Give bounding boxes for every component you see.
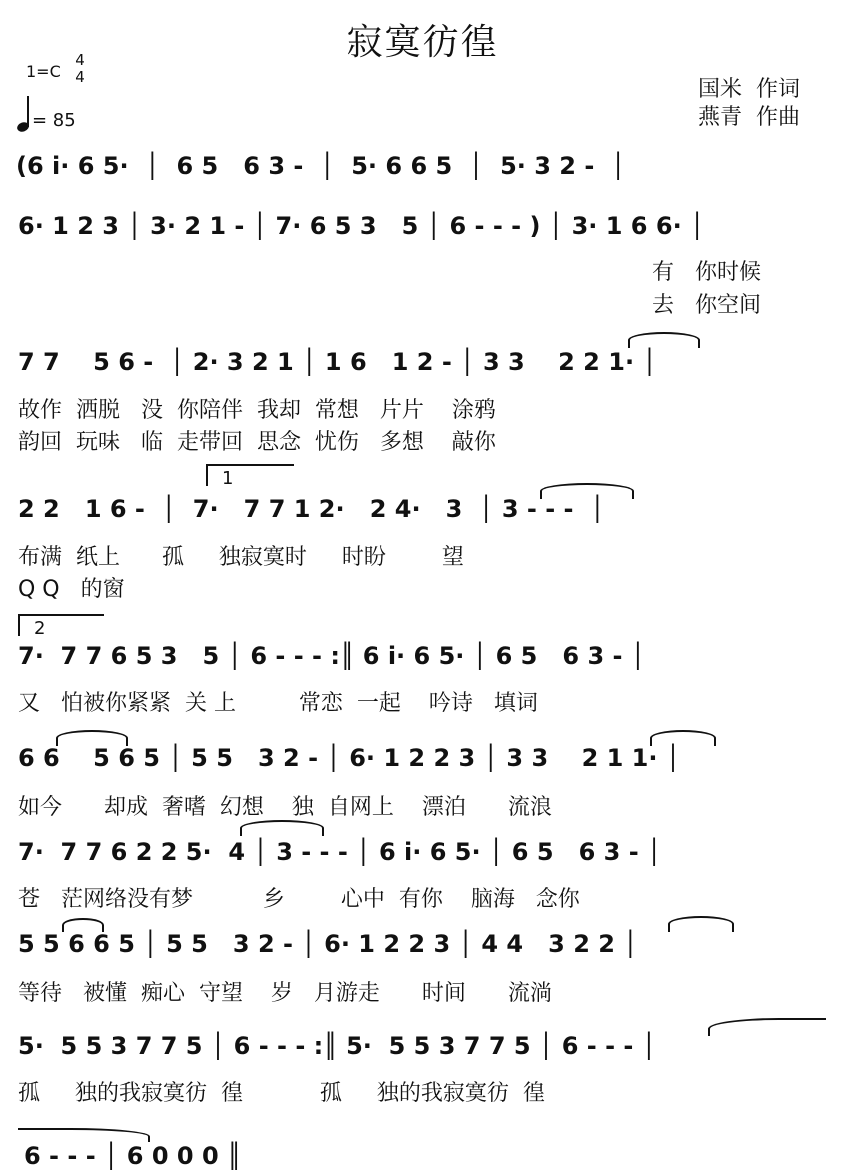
lyrics-row-5: 又 怕被你紧紧 关 上 常恋 一起 吟诗 填词	[18, 691, 538, 716]
lyrics-row-2-verse-1: 有 你时候	[652, 260, 761, 285]
key-signature: 1=C	[26, 62, 61, 81]
notation-row-9: 5· 5 5 3 7 7 5 │ 6 - - - :║ 5· 5 5 3 7 7 5 │ 6 - - - │	[18, 1032, 657, 1060]
tempo-marking: = 85	[32, 110, 76, 131]
volta-2-number: 2	[34, 618, 46, 639]
tie-row-9	[708, 1018, 826, 1036]
lyrics-row-3-verse-2: 韵回 玩味 临 走带回 思念 忧伤 多想 敲你	[18, 430, 496, 455]
lyricist-credit: 国米 作词	[698, 77, 800, 102]
tie-row-8b	[668, 916, 734, 932]
notation-row-6: 6 6 5 6 5 │ 5 5 3 2 - │ 6· 1 2 2 3 │ 3 3 2 1 1· │	[18, 744, 681, 772]
composer-credit: 燕青 作曲	[698, 105, 800, 130]
notation-row-2: 6· 1 2 3 │ 3· 2 1 - │ 7· 6 5 3 5 │ 6 - - - ) │ 3· 1 6 6· │	[18, 212, 705, 240]
tie-row-3	[628, 332, 700, 348]
time-signature: 4 4	[75, 51, 85, 86]
lyrics-row-4-verse-1: 布满 纸上 孤 独寂寞时 时盼 望	[18, 545, 464, 570]
lyrics-row-9: 孤 独的我寂寞彷 徨 孤 独的我寂寞彷 徨	[18, 1081, 545, 1106]
notation-row-10: 6 - - - │ 6 0 0 0 ║	[24, 1142, 242, 1170]
notation-row-7: 7· 7 7 6 2 2 5· 4 │ 3 - - - │ 6 i· 6 5· │ 6 5 6 3 - │	[18, 838, 662, 866]
lyrics-row-2-verse-2: 去 你空间	[652, 293, 761, 318]
volta-2-bracket	[18, 614, 104, 636]
song-title: 寂寞彷徨	[346, 22, 499, 63]
notation-row-8: 5 5 6 6 5 │ 5 5 3 2 - │ 6· 1 2 2 3 │ 4 4 3 2 2 │	[18, 930, 638, 958]
lyrics-row-8: 等待 被懂 痴心 守望 岁 月游走 时间 流淌	[18, 981, 552, 1006]
notation-row-3: 7 7 5 6 - │ 2· 3 2 1 │ 1 6 1 2 - │ 3 3 2 2 1· │	[18, 348, 657, 376]
lyrics-row-6: 如今 却成 奢嗜 幻想 独 自网上 漂泊 流浪	[18, 795, 552, 820]
notation-row-4: 2 2 1 6 - │ 7· 7 7 1 2· 2 4· 3 │ 3 - - - │	[18, 495, 605, 523]
lyrics-row-4-verse-2: Q Q 的窗	[18, 577, 125, 602]
volta-1-number: 1	[222, 468, 234, 489]
notation-row-5: 7· 7 7 6 5 3 5 │ 6 - - - :║ 6 i· 6 5· │ 6 5 6 3 - │	[18, 642, 646, 670]
tie-row-10	[18, 1128, 150, 1142]
tie-row-7	[240, 820, 324, 836]
lyrics-row-3-verse-1: 故作 洒脱 没 你陪伴 我却 常想 片片 涂鸦	[18, 398, 496, 423]
volta-1-bracket	[206, 464, 294, 486]
lyrics-row-7: 苍 茫网络没有梦 乡 心中 有你 脑海 念你	[18, 887, 580, 912]
notation-row-1: (6 i· 6 5· │ 6 5 6 3 - │ 5· 6 6 5 │ 5· 3 2 - │	[16, 152, 626, 180]
